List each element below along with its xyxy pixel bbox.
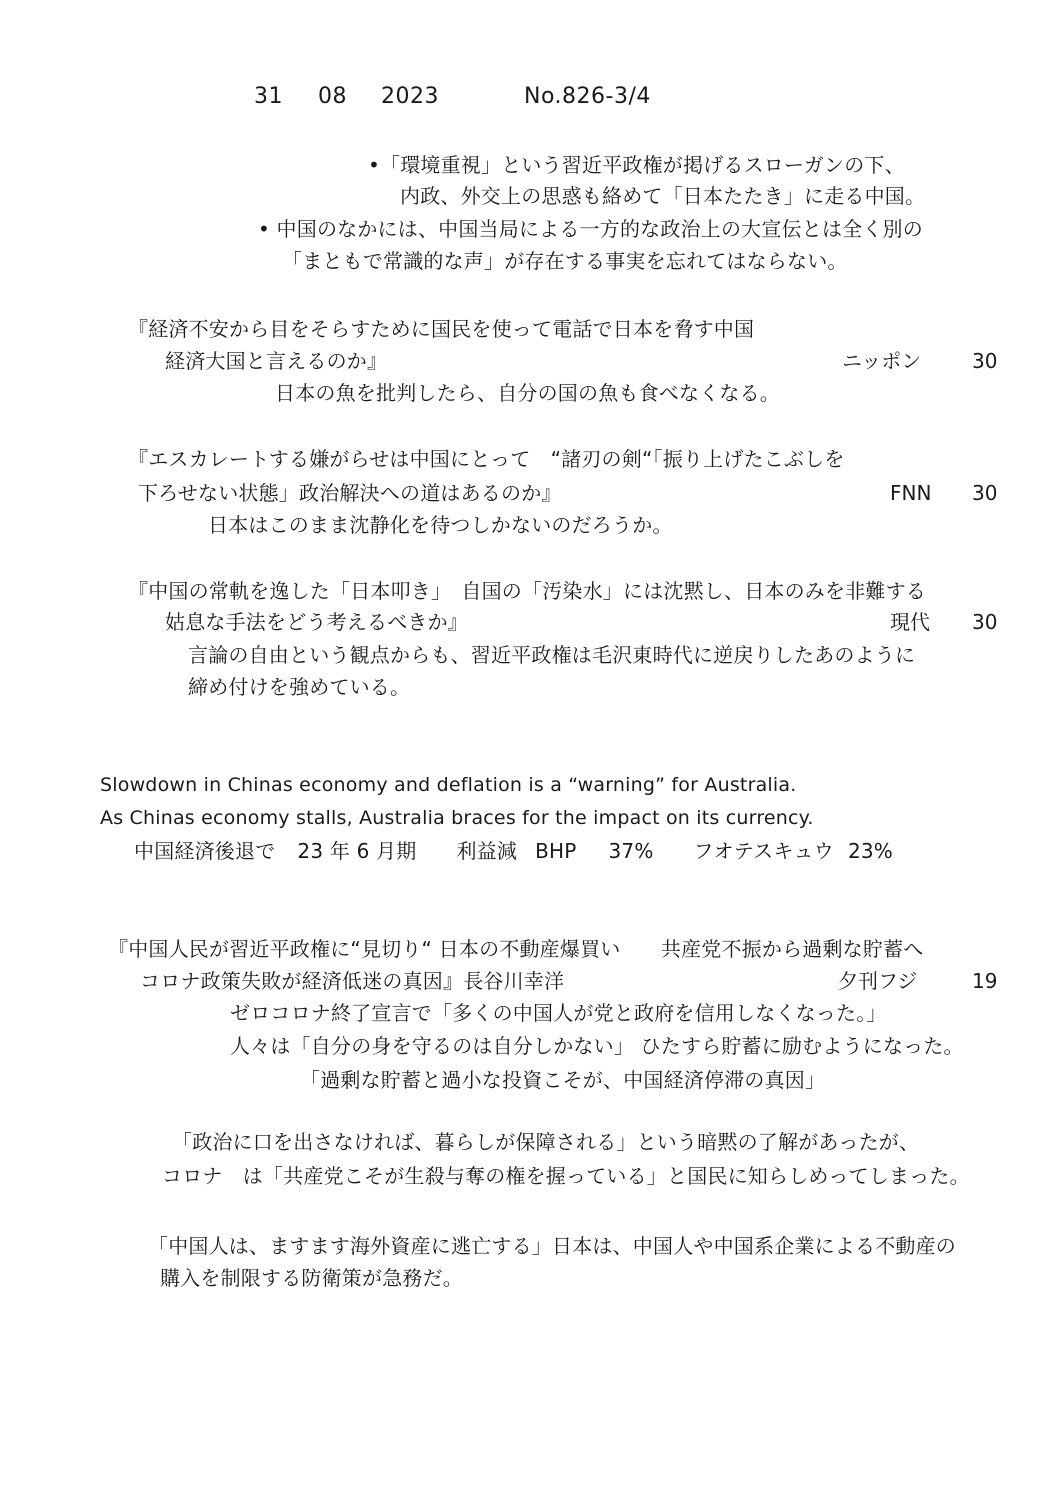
article2-source: FNN	[890, 481, 932, 505]
header-year: 2023	[381, 84, 439, 109]
article4-body-7: 購入を制限する防衛策が急務だ。	[160, 1266, 463, 1290]
article2-title-1: 『エスカレートする嫌がらせは中国にとって “諸刃の剣“「振り上げたこぶしを	[128, 447, 845, 471]
article4-date: 19	[972, 969, 998, 993]
article1-date: 30	[972, 349, 998, 373]
article4-body-2: 人々は「自分の身を守るのは自分しかない」 ひたすら貯蓄に励むようになった。	[230, 1034, 964, 1058]
article4-source: 夕刊フジ	[838, 969, 918, 993]
article2-date: 30	[972, 481, 998, 505]
intro-line-2: 内政、外交上の思惑も絡めて「日本たたき」に走る中国。	[400, 184, 926, 208]
header-day: 31	[254, 84, 283, 109]
article1-title-2: 経済大国と言えるのか』	[165, 349, 388, 373]
article3-body-1: 言論の自由という観点からも、習近平政権は毛沢東時代に逆戻りしたあのように	[188, 643, 916, 667]
header-month: 08	[318, 84, 347, 109]
intro-line-3: • 中国のなかには、中国当局による一方的な政治上の大宣伝とは全く別の	[258, 217, 923, 241]
article3-title-2: 姑息な手法をどう考えるべきか』	[165, 610, 468, 634]
english-line-1: Slowdown in Chinas economy and deflation is a “warning” for Australia.	[100, 774, 797, 796]
english-line-3-g: 23%	[847, 839, 894, 863]
english-line-3-b: 23 年 6 月期	[297, 839, 417, 863]
header-number: No.826-3/4	[524, 84, 651, 109]
article1-body-1: 日本の魚を批判したら、自分の国の魚も食べなくなる。	[275, 381, 780, 405]
article1-source: ニッポン	[842, 349, 922, 373]
article4-body-5: コロナ は「共産党こそが生殺与奪の権を握っている」と国民に知らしめってしまった。	[162, 1164, 970, 1188]
article3-source: 現代	[890, 610, 930, 634]
article4-body-3: 「過剰な貯蓄と過小な投資こそが、中国経済停滞の真因」	[300, 1068, 826, 1092]
english-line-3-a: 中国経済後退で	[134, 839, 276, 863]
article4-body-4: 「政治に口を出さなければ、暮らしが保障される」という暗黙の了解があったが、	[172, 1130, 920, 1154]
article4-title-2: コロナ政策失敗が経済低迷の真因』長谷川幸洋	[140, 969, 565, 993]
article4-body-6: 「中国人は、ますます海外資産に逃亡する」日本は、中国人や中国系企業による不動産の	[148, 1234, 956, 1258]
article3-title-1: 『中国の常軌を逸した「日本叩き」 自国の「汚染水」には沈黙し、日本のみを非難する	[128, 579, 926, 603]
intro-line-4: 「まともで常識的な声」が存在する事実を忘れてはならない。	[282, 249, 848, 273]
english-line-2: As Chinas economy stalls, Australia braces for the impact on its currency.	[100, 807, 814, 829]
article4-title-1: 『中国人民が習近平政権に“見切り“ 日本の不動産爆買い 共産党不振から過剰な貯蓄へ	[108, 937, 924, 961]
article1-title-1: 『経済不安から目をそらすために国民を使って電話で日本を脅す中国	[128, 317, 755, 341]
article2-body-1: 日本はこのまま沈静化を待つしかないのだろうか。	[208, 513, 673, 537]
english-line-3-e: 37%	[608, 839, 654, 863]
intro-line-1: •「環境重視」という習近平政権が掲げるスローガンの下、	[368, 153, 905, 177]
english-line-3-f: フオテスキュウ	[693, 839, 834, 863]
article2-title-2: 下ろせない状態」政治解決への道はあるのか』	[138, 481, 562, 505]
english-line-3	[134, 838, 893, 864]
english-line-3-d: BHP	[535, 839, 577, 863]
english-line-3-c: 利益減	[456, 839, 518, 863]
article4-body-1: ゼロコロナ終了宣言で「多くの中国人が党と政府を信用しなくなった。」	[230, 1001, 887, 1025]
article3-date: 30	[972, 610, 998, 634]
article3-body-2: 締め付けを強めている。	[188, 675, 411, 699]
